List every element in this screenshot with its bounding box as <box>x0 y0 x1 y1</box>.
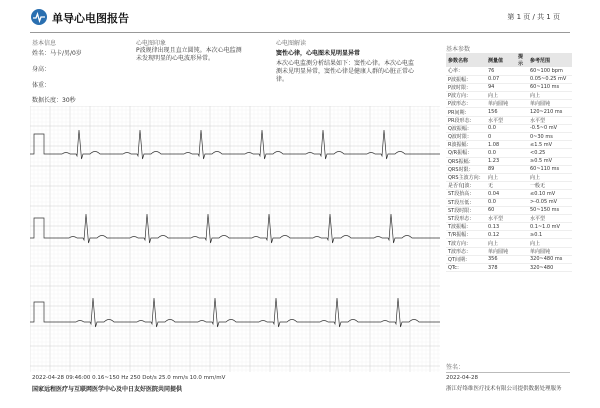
param-value: 无 <box>486 182 516 190</box>
param-hint <box>516 214 528 222</box>
param-name: P波形态： <box>446 100 486 108</box>
param-hint <box>516 198 528 206</box>
param-range: 0~30 ms <box>528 133 572 141</box>
impression-text-1: P波规律出现且直立圆钝。本次心电监测 <box>136 47 242 54</box>
param-hint <box>516 165 528 173</box>
param-value: 向上 <box>486 173 516 181</box>
param-name: 是否有J波： <box>446 182 486 190</box>
param-value: 378 <box>486 264 516 272</box>
param-row <box>446 157 572 165</box>
param-hint <box>516 173 528 181</box>
param-row <box>446 133 572 141</box>
param-range: ≥0.5 mV <box>528 157 572 165</box>
param-row <box>446 206 572 214</box>
param-hint <box>516 264 528 272</box>
param-value: 0.0 <box>486 124 516 132</box>
param-name: 心率： <box>446 67 486 75</box>
param-hint <box>516 255 528 263</box>
param-range: ≥0.1 <box>528 231 572 239</box>
param-name: T波形态： <box>446 247 486 255</box>
ecg-trace <box>30 298 440 327</box>
signature-date: 2022-04-28 <box>446 375 478 381</box>
param-range: 60~100 bpm <box>528 67 572 75</box>
param-row <box>446 255 572 263</box>
param-range: 0.05~0.25 mV <box>528 75 572 83</box>
param-value: 0.07 <box>486 75 516 83</box>
interpretation-conclusion: 窦性心律，心电图未见明显异常 <box>276 50 361 57</box>
param-row <box>446 190 572 198</box>
param-hint <box>516 124 528 132</box>
params-table <box>446 53 572 272</box>
params-panel <box>446 44 572 272</box>
param-value: 76 <box>486 67 516 75</box>
params-label: 基本参数 <box>446 46 471 53</box>
param-range: 60~110 ms <box>528 83 572 91</box>
param-hint <box>516 100 528 108</box>
param-hint <box>516 67 528 75</box>
param-hint <box>516 149 528 157</box>
param-hint <box>516 157 528 165</box>
weight-info: 体重： <box>32 82 51 89</box>
param-hint <box>516 83 528 91</box>
param-value: 向上 <box>486 239 516 247</box>
param-hint <box>516 108 528 116</box>
param-hint <box>516 141 528 149</box>
header-divider <box>30 32 570 33</box>
param-name: ST段形态： <box>446 214 486 222</box>
param-value: 156 <box>486 108 516 116</box>
param-row <box>446 182 572 190</box>
param-value: 0.13 <box>486 223 516 231</box>
param-name: ST段压低： <box>446 198 486 206</box>
param-value: 0.04 <box>486 190 516 198</box>
report-header <box>0 0 600 34</box>
interpretation-label: 心电图解读 <box>276 40 307 47</box>
param-range: 0.1~1.0 mV <box>528 223 572 231</box>
param-hint <box>516 223 528 231</box>
param-name: QTc： <box>446 264 486 272</box>
height-info: 身高： <box>32 66 51 73</box>
param-row <box>446 239 572 247</box>
param-value: 0.0 <box>486 198 516 206</box>
param-range: 单向圆钝 <box>528 247 572 255</box>
param-range: 水平型 <box>528 214 572 222</box>
ecg-grid <box>30 106 440 372</box>
param-range: 320~480 ms <box>528 255 572 263</box>
param-name: PR段形态： <box>446 116 486 124</box>
param-range: ≤0.10 mV <box>528 190 572 198</box>
param-range: 向上 <box>528 92 572 100</box>
param-hint <box>516 206 528 214</box>
param-range: 水平型 <box>528 116 572 124</box>
param-range: 50~150 ms <box>528 206 572 214</box>
signature-label: 签名： <box>446 364 465 371</box>
param-name: P波方向： <box>446 92 486 100</box>
page-info: 第 1 页 / 共 1 页 <box>507 13 560 21</box>
param-range: ≤1.5 mV <box>528 141 572 149</box>
impression-text-2: 未发现明显的心电波形异常。 <box>136 55 215 62</box>
param-hint <box>516 92 528 100</box>
param-value: 0.0 <box>486 149 516 157</box>
param-range: 向上 <box>528 239 572 247</box>
param-hint <box>516 133 528 141</box>
param-name: QT间期： <box>446 255 486 263</box>
param-range: <0.25 <box>528 149 572 157</box>
param-range: 120~210 ms <box>528 108 572 116</box>
param-hint <box>516 116 528 124</box>
interpretation-text-3: 律。 <box>276 76 289 83</box>
param-hint <box>516 190 528 198</box>
param-hint <box>516 247 528 255</box>
param-row <box>446 149 572 157</box>
param-range: 320~480 <box>528 264 572 272</box>
report-title: 单导心电图报告 <box>52 12 129 25</box>
interpretation-text-2: 测未见明显异常，窦性心律是健康人群的心脏正常心 <box>276 68 415 75</box>
param-hint <box>516 75 528 83</box>
param-range: 单向圆钝 <box>528 100 572 108</box>
param-value: 1.08 <box>486 141 516 149</box>
params-header-row <box>446 53 572 67</box>
param-hint <box>516 239 528 247</box>
param-row <box>446 75 572 83</box>
param-value: 单向圆钝 <box>486 100 516 108</box>
param-name: T/R振幅： <box>446 231 486 239</box>
param-value: 0 <box>486 133 516 141</box>
ecg-trace <box>30 214 440 243</box>
param-value: 94 <box>486 83 516 91</box>
signature-line <box>446 372 570 373</box>
interpretation-text-1: 本次心电监测分析结果如下：窦性心律。本次心电监 <box>276 60 415 67</box>
param-value: 60 <box>486 206 516 214</box>
param-name: QRS主波方向： <box>446 173 486 181</box>
param-row <box>446 214 572 222</box>
param-row <box>446 165 572 173</box>
param-row <box>446 124 572 132</box>
param-row <box>446 67 572 75</box>
param-name: T波振幅： <box>446 223 486 231</box>
param-name: ST段时限： <box>446 206 486 214</box>
param-row <box>446 83 572 91</box>
param-name: T波方向： <box>446 239 486 247</box>
param-name: Q波振幅： <box>446 124 486 132</box>
param-range: 向上 <box>528 173 572 181</box>
param-name: R波振幅： <box>446 141 486 149</box>
param-value: 水平型 <box>486 116 516 124</box>
param-value: 0.12 <box>486 231 516 239</box>
param-name: P波时限： <box>446 83 486 91</box>
param-row <box>446 141 572 149</box>
heart-logo-icon <box>31 9 47 25</box>
param-value: 向上 <box>486 92 516 100</box>
param-col-name: 参数名称 <box>446 53 486 67</box>
param-col-range: 参考范围 <box>528 53 572 67</box>
param-value: 89 <box>486 165 516 173</box>
param-row <box>446 116 572 124</box>
param-name: QRS时限： <box>446 165 486 173</box>
param-value: 1.23 <box>486 157 516 165</box>
ecg-strip <box>30 106 440 372</box>
param-name: Q/R振幅： <box>446 149 486 157</box>
impression-label: 心电图印象 <box>136 40 167 47</box>
param-value: 水平型 <box>486 214 516 222</box>
param-row <box>446 173 572 181</box>
patient-info: 姓名：马卡/男/0岁 <box>32 50 82 57</box>
param-value: 单向圆钝 <box>486 247 516 255</box>
param-range: 一般无 <box>528 182 572 190</box>
param-row <box>446 100 572 108</box>
param-row <box>446 264 572 272</box>
param-row <box>446 223 572 231</box>
param-name: QRS振幅： <box>446 157 486 165</box>
param-name: Q波时限： <box>446 133 486 141</box>
basic-info-label: 基本信息 <box>32 40 57 47</box>
param-name: PR间期： <box>446 108 486 116</box>
param-name: P波振幅： <box>446 75 486 83</box>
param-row <box>446 92 572 100</box>
param-row <box>446 231 572 239</box>
param-col-hint: 提示 <box>516 53 528 67</box>
ecg-trace <box>30 130 440 159</box>
param-col-value: 测量值 <box>486 53 516 67</box>
param-row <box>446 247 572 255</box>
footer-right: 浙江好络维医疗技术有限公司提供数据处理服务 <box>446 386 562 392</box>
param-row <box>446 198 572 206</box>
recording-meta: 2022-04-28 09:46:00 0.16~150 Hz 250 Dot/s 25.0 mm/s 10.0 mm/mV <box>32 375 226 381</box>
param-range: -0.5~0 mV <box>528 124 572 132</box>
param-value: 356 <box>486 255 516 263</box>
param-row <box>446 108 572 116</box>
param-hint <box>516 231 528 239</box>
param-name: ST段抬高： <box>446 190 486 198</box>
param-range: 60~110 ms <box>528 165 572 173</box>
param-hint <box>516 182 528 190</box>
duration-info: 数据长度：30秒 <box>32 97 76 104</box>
param-range: >-0.05 mV <box>528 198 572 206</box>
footer-left: 国家远程医疗与互联网医学中心及中日友好医院共同提供 <box>32 386 183 393</box>
